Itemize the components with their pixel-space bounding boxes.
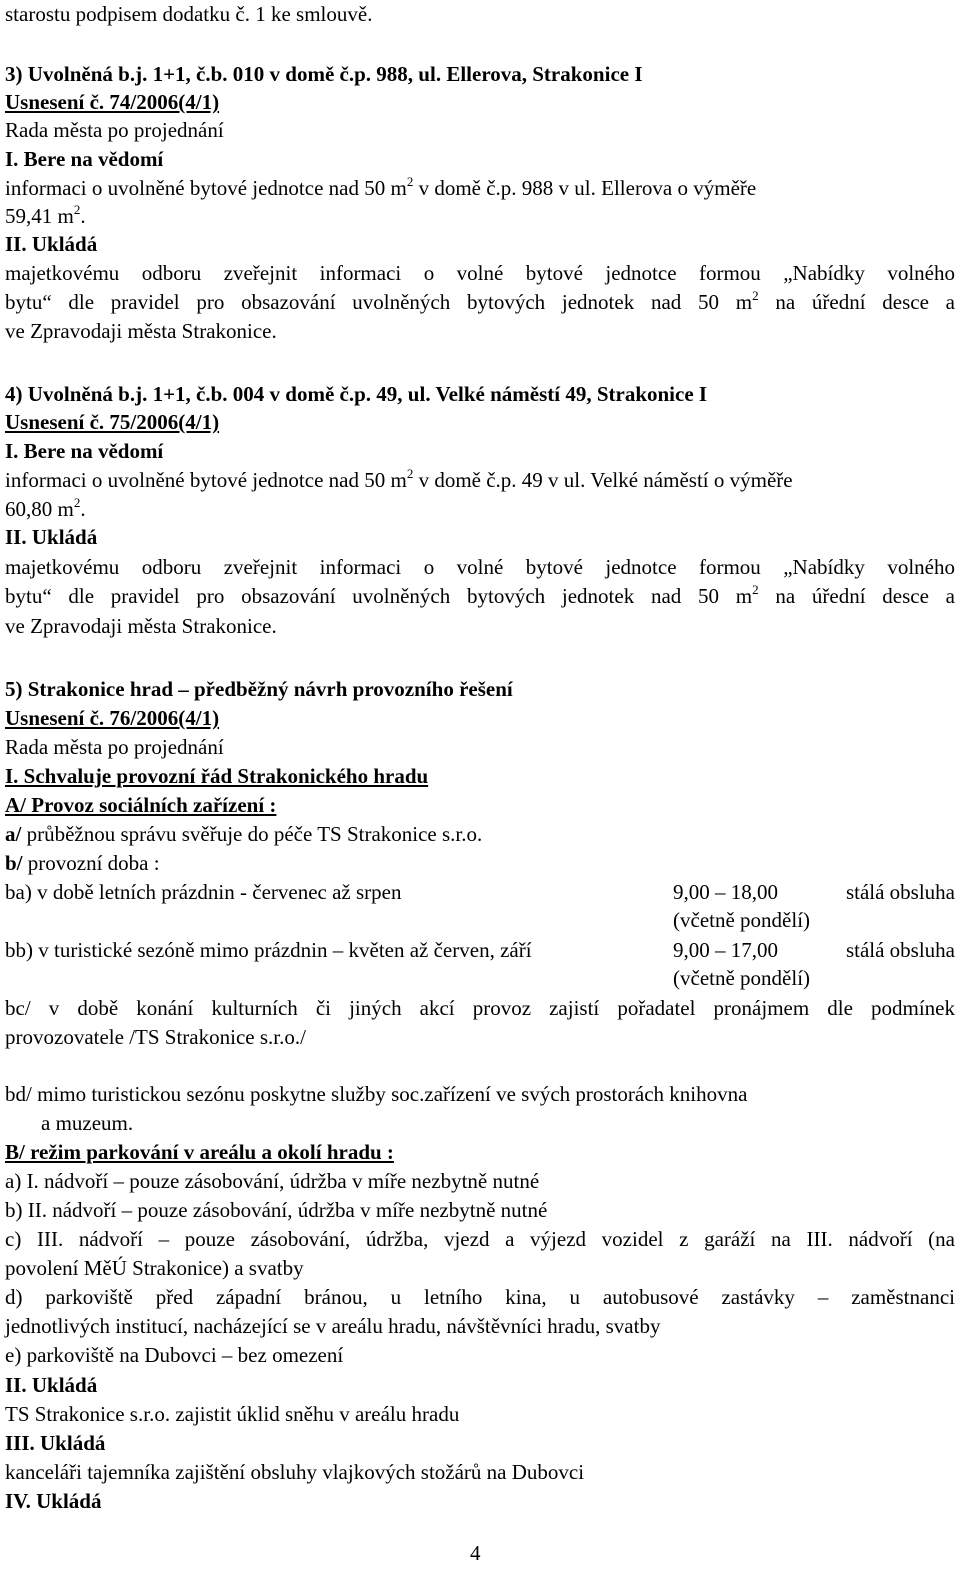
parking-d-line-1: d) parkoviště před západní bránou, u letního kina, u autobusové zastávky – zaměstnanci: [5, 1285, 955, 1309]
row-ba-time: 9,00 – 18,00: [673, 880, 778, 904]
section-3-heading: 3) Uvolněná b.j. 1+1, č.b. 010 v domě č.p. 988, ul. Ellerova, Strakonice I: [5, 62, 643, 86]
row-bb-time: 9,00 – 17,00: [673, 938, 778, 962]
section-5-council: Rada města po projednání: [5, 735, 224, 759]
row-bd-line-2: a muzeum.: [41, 1111, 134, 1135]
section-3-point-2-label: II. Ukládá: [5, 232, 98, 256]
section-4-point-1-label: I. Bere na vědomí: [5, 439, 164, 463]
section-3-point-2-line-1: majetkovému odboru zveřejnit informaci o volné bytové jednotce formou „Nabídky volného: [5, 261, 955, 285]
section-3-point-1-text: informaci o uvolněné bytové jednotce nad 50 $m^2$ v domě č.p. 988 v ul. Ellerova o výměře: [5, 174, 757, 200]
section-5-a-heading: A/ Provoz sociálních zařízení :: [5, 793, 277, 817]
section-3-point-2-line-3: ve Zpravodaji města Strakonice.: [5, 319, 277, 343]
section-3-resolution: Usnesení č. 74/2006(4/1): [5, 90, 220, 114]
section-3-council: Rada města po projednání: [5, 118, 224, 142]
section-4-heading: 4) Uvolněná b.j. 1+1, č.b. 004 v domě č.p. 49, ul. Velké náměstí 49, Strakonice I: [5, 382, 708, 406]
section-5-point-1-label: I. Schvaluje provozní řád Strakonického hradu: [5, 764, 429, 788]
parking-b: b) II. nádvoří – pouze zásobování, údržba v míře nezbytně nutné: [5, 1198, 548, 1222]
section-4-point-2-line-2: bytu“ dle pravidel pro obsazování uvolněných bytových jednotek nad 50 $m^2$ na úřední desce a: [5, 582, 955, 608]
page-number: 4: [470, 1541, 481, 1565]
section-5-point-3-label: III. Ukládá: [5, 1431, 106, 1455]
row-bc-line-1: bc/ v době konání kulturních či jiných akcí provoz zajistí pořadatel pronájmem dle podmínek: [5, 996, 955, 1020]
row-bb-note: (včetně pondělí): [673, 966, 811, 990]
row-ba-label: ba) v době letních prázdnin - červenec až srpen: [5, 880, 402, 904]
parking-c-line-1: c) III. nádvoří – pouze zásobování, údržba, vjezd a výjezd vozidel z garáží na III. nádvoří (na: [5, 1227, 955, 1251]
section-5-a-a: a/ průběžnou správu svěřuje do péče TS Strakonice s.r.o.: [5, 822, 483, 846]
parking-d-line-2: jednotlivých institucí, nacházející se v areálu hradu, návštěvníci hradu, svatby: [5, 1314, 661, 1338]
parking-e: e) parkoviště na Dubovci – bez omezení: [5, 1343, 344, 1367]
row-ba-note: (včetně pondělí): [673, 908, 811, 932]
section-4-point-2-label: II. Ukládá: [5, 525, 98, 549]
section-3-point-1-label: I. Bere na vědomí: [5, 147, 164, 171]
section-5-heading: 5) Strakonice hrad – předběžný návrh provozního řešení: [5, 677, 513, 701]
row-bb-service: stálá obsluha: [845, 938, 955, 962]
row-bc-line-2: provozovatele /TS Strakonice s.r.o./: [5, 1025, 306, 1049]
section-4-resolution: Usnesení č. 75/2006(4/1): [5, 410, 220, 434]
parking-a: a) I. nádvoří – pouze zásobování, údržba v míře nezbytně nutné: [5, 1169, 540, 1193]
section-3-point-2-line-2: bytu“ dle pravidel pro obsazování uvolněných bytových jednotek nad 50 $m^2$ na úřední desce a: [5, 288, 955, 314]
section-4-point-2-line-1: majetkovému odboru zveřejnit informaci o volné bytové jednotce formou „Nabídky volného: [5, 555, 955, 579]
row-bb-label: bb) v turistické sezóně mimo prázdnin – květen až červen, září: [5, 938, 532, 962]
section-5-point-4-label: IV. Ukládá: [5, 1489, 102, 1513]
section-3-area: 59,41 $m^2$.: [5, 202, 86, 228]
section-4-point-2-line-3: ve Zpravodaji města Strakonice.: [5, 614, 277, 638]
section-4-area: 60,80 $m^2$.: [5, 495, 86, 521]
section-5-point-2-label: II. Ukládá: [5, 1373, 98, 1397]
parking-c-line-2: povolení MěÚ Strakonice) a svatby: [5, 1256, 304, 1280]
section-5-point-2-text: TS Strakonice s.r.o. zajistit úklid sněhu v areálu hradu: [5, 1402, 460, 1426]
row-ba-service: stálá obsluha: [845, 880, 955, 904]
section-5-resolution: Usnesení č. 76/2006(4/1): [5, 706, 220, 730]
section-5-point-3-text: kanceláři tajemníka zajištění obsluhy vlajkových stožárů na Dubovci: [5, 1460, 585, 1484]
section-5-b-heading: B/ režim parkování v areálu a okolí hradu :: [5, 1140, 394, 1164]
section-5-a-b: b/ provozní doba :: [5, 851, 160, 875]
intro-line: starostu podpisem dodatku č. 1 ke smlouvě.: [5, 2, 373, 26]
row-bd-line-1: bd/ mimo turistickou sezónu poskytne služby soc.zařízení ve svých prostorách knihovna: [5, 1082, 748, 1106]
section-4-point-1-text: informaci o uvolněné bytové jednotce nad 50 $m^2$ v domě č.p. 49 v ul. Velké náměstí o výměře: [5, 466, 793, 492]
